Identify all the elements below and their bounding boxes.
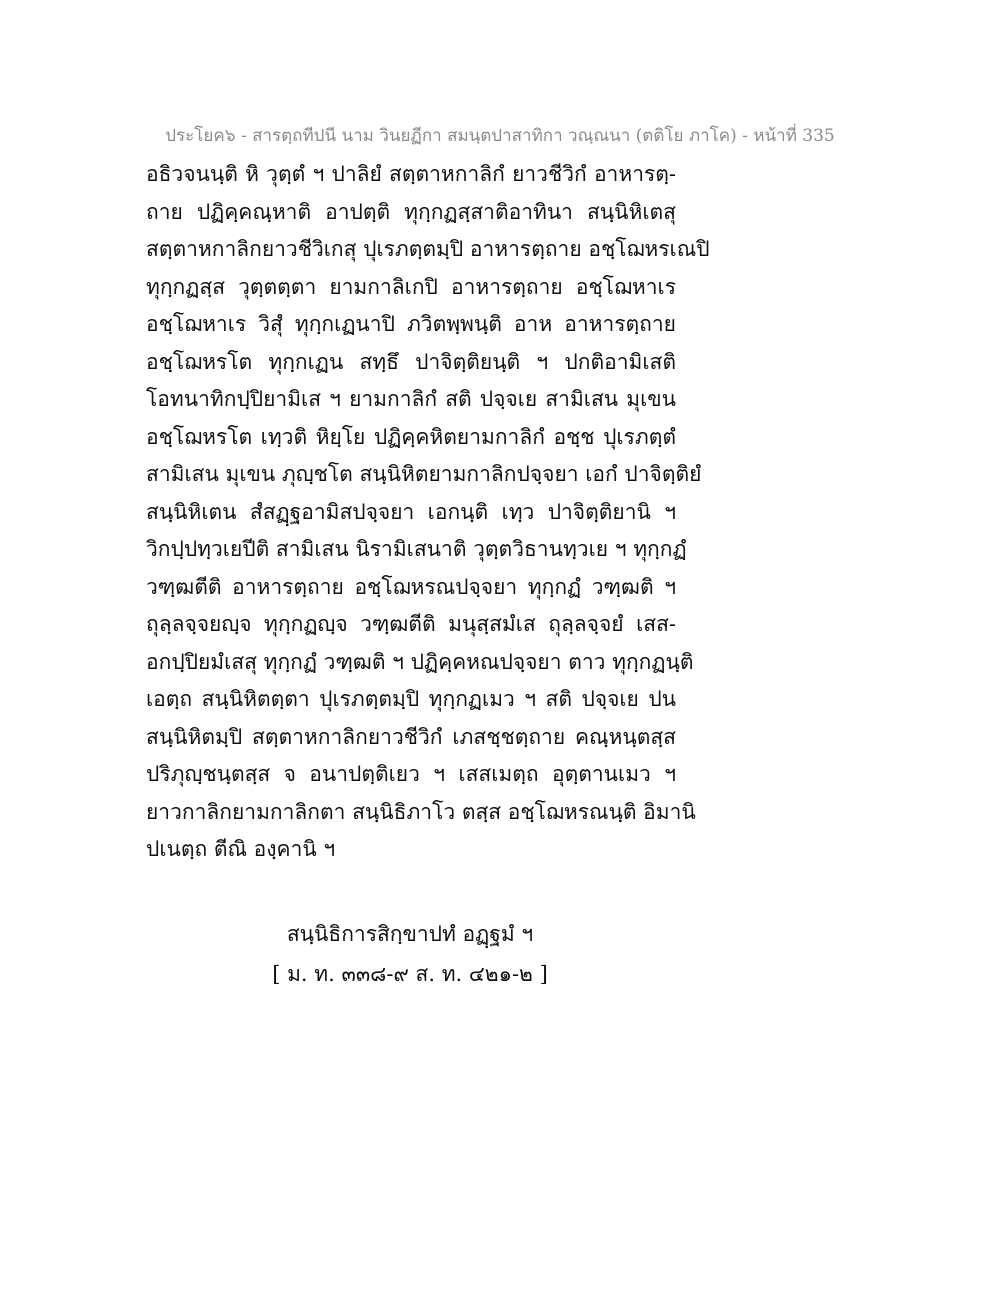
text-line: สตฺตาหกาลิกยาวชีวิเกสุ ปุเรภตฺตมฺปิ อาหารตฺถาย อชฺโฌหรเณปิ	[146, 237, 710, 261]
text-line: ยาวกาลิกยามกาลิกตา สนฺนิธิภาโว ตสฺส อชฺโฌหรณนฺติ อิมานิ	[146, 799, 696, 824]
text-line: ถุลฺลจฺจยญฺจ ทุกฺกฏญฺจ วฑฺฒตีติ มนุสฺสมํเส ถุลฺลจฺจยํ เสส-	[146, 612, 676, 636]
text-line: สามิเสน มุเขน ภุญฺชโต สนฺนิหิตยามกาลิกปจฺจยา เอกํ ปาจิตฺติยํ	[146, 462, 702, 486]
text-line: วฑฺฒตีติ อาหารตฺถาย อชฺโฌหรณปจฺจยา ทุกฺกฏํ วฑฺฒติ ฯ	[146, 574, 676, 599]
text-line: อธิวจนนฺติ หิ วุตฺตํ ฯ ปาลิยํ สตฺตาหกาลิกํ ยาวชีวิกํ อาหารตฺ-	[146, 162, 676, 186]
text-line: อชฺโฌหาเร วิสุํ ทุกฺกเฏนาปิ ภวิตพฺพนฺติ อาห อาหารตฺถาย	[146, 312, 676, 336]
text-line: สนฺนิหิเตน สํสฏฺฐอามิสปจฺจยา เอกนฺติ เทฺว ปาจิตฺติยานิ ฯ	[146, 499, 676, 524]
text-line: ปเนตฺถ ตีณิ องฺคานิ ฯ	[146, 837, 336, 861]
text-line: อชฺโฌหรโต เทฺวติ หิยฺโย ปฏิคฺคหิตยามกาลิกํ อชฺช ปุเรภตฺตํ	[146, 424, 676, 449]
text-line: โอทนาทิกปฺปิยามิเส ฯ ยามกาลิกํ สติ ปจฺจเย สามิเสน มุเขน	[146, 387, 676, 411]
running-header: ประโยค๖ - สารตฺถทีปนี นาม วินยฏีกา สมนฺตปาสาทิกา วณฺณนา (ตติโย ภาโค) - หน้าที่ 335	[165, 126, 835, 146]
main-text	[146, 162, 710, 875]
text-line: อชฺโฌหรโต ทุกฺกเฏน สทฺธึ ปาจิตฺติยนฺติ ฯ ปกติอามิเสติ	[146, 349, 676, 374]
text-line: วิกปฺปทฺวเยปีติ สามิเสน นิรามิเสนาติ วุตฺตวิธานทฺวเย ฯ ทุกฺกฏํ	[146, 537, 687, 561]
text-line: เอตฺถ สนฺนิหิตตฺตา ปุเรภตฺตมฺปิ ทุกฺกฏเมว ฯ สติ ปจฺจเย ปน	[146, 687, 676, 711]
text-line: สนฺนิหิตมฺปิ สตฺตาหกาลิกยาวชีวิกํ เภสชฺชตฺถาย คณฺหนฺตสฺส	[146, 724, 676, 749]
text-line: ปริภุญฺชนฺตสฺส จ อนาปตฺติเยว ฯ เสสเมตฺถ อุตฺตานเมว ฯ	[146, 762, 676, 786]
text-line: ถาย ปฏิคฺคณฺหาติ อาปตฺติ ทุกฺกฏสฺสาติอาทินา สนฺนิหิเตสุ	[146, 199, 676, 224]
section-colophon: สนฺนิธิการสิกฺขาปทํ อฏฺฐมํ ฯ	[286, 922, 534, 946]
cross-reference: [ ม. ท. ๓๓๘-๙ ส. ท. ๔๒๑-๒ ]	[272, 962, 548, 986]
text-line: ทุกฺกฏสฺส วุตฺตตฺตา ยามกาลิเกปิ อาหารตฺถาย อชฺโฌหาเร	[146, 274, 676, 299]
text-line: อกปฺปิยมํเสสุ ทุกฺกฏํ วฑฺฒติ ฯ ปฏิคฺคหณปจฺจยา ตาว ทุกฺกฏนฺติ	[146, 649, 694, 674]
